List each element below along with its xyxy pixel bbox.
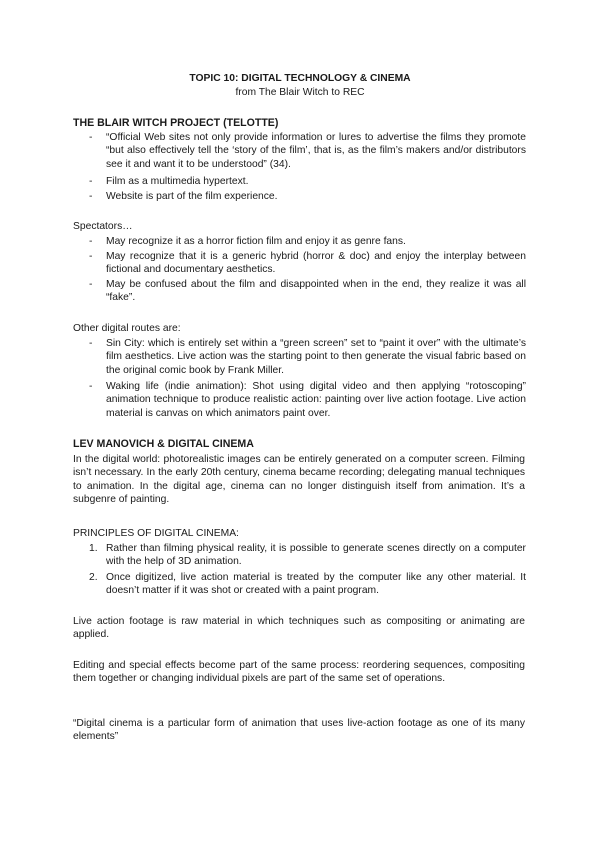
editing-paragraph: Editing and special effects become part of the same process: reordering sequences, compositing them together or changing individual pixels are part of the same set of operations.: [73, 660, 525, 685]
list-item: Rather than filming physical reality, it is possible to generate scenes directly on a computer with the help of 3D animation.: [106, 543, 526, 568]
spectators-intro: Spectators…: [73, 221, 133, 232]
bullet-marker: -: [89, 251, 93, 262]
bullet-marker: -: [89, 338, 93, 349]
manovich-paragraph: In the digital world: photorealistic images can be entirely generated on a computer screen. Filming isn’t necessary. In the early 20th century, cinema became recording; delegating manual techniques to animation. In the digital age, cinema can no longer distinguish itself from animation. It’s a subgenre of painting.: [73, 454, 525, 505]
list-item: May recognize that it is a generic hybrid (horror & doc) and enjoy the interplay between fictional and documentary aesthetics.: [106, 251, 526, 276]
bullet-marker: -: [89, 132, 93, 143]
list-item: May be confused about the film and disappointed when in the end, they realize it was all “fake”.: [106, 279, 526, 304]
section-heading-blair-witch: THE BLAIR WITCH PROJECT (TELOTTE): [73, 117, 279, 129]
footage-paragraph: Live action footage is raw material in which techniques such as compositing or animating are applied.: [73, 616, 525, 641]
list-item: Website is part of the film experience.: [106, 191, 278, 202]
list-item: Film as a multimedia hypertext.: [106, 176, 249, 187]
routes-intro: Other digital routes are:: [73, 323, 181, 334]
bullet-marker: -: [89, 381, 93, 392]
list-item: Sin City: which is entirely set within a “green screen” set to “paint it over” with the ultimate’s film aesthetics. Live action was the starting point to then generate the visual fabric based on the original comic book by Frank Miller.: [106, 338, 526, 376]
list-item: Once digitized, live action material is treated by the computer like any other material. It doesn’t matter if it was shot or created with a paint program.: [106, 572, 526, 597]
list-item: “Official Web sites not only provide information or lures to advertise the films they promote “but also effectively tell the ‘story of the film’, that is, as the film’s makers and/or distributors see it and want it to be understood” (34).: [106, 132, 526, 170]
bullet-marker: -: [89, 176, 93, 187]
list-number: 2.: [89, 572, 98, 583]
list-number: 1.: [89, 543, 98, 554]
list-item: Waking life (indie animation): Shot using digital video and then applying “rotoscoping” animation technique to produce realistic action: painting over live action footage. Live action material is canvas on which animators paint over.: [106, 381, 526, 419]
bullet-marker: -: [89, 191, 93, 202]
bullet-marker: -: [89, 236, 93, 247]
document-title: TOPIC 10: DIGITAL TECHNOLOGY & CINEMA: [189, 73, 411, 84]
document-subtitle: from The Blair Witch to REC: [235, 87, 365, 98]
list-item: May recognize it as a horror fiction film and enjoy it as genre fans.: [106, 236, 406, 247]
section-heading-manovich: LEV MANOVICH & DIGITAL CINEMA: [73, 438, 254, 450]
principles-heading: PRINCIPLES OF DIGITAL CINEMA:: [73, 528, 239, 539]
closing-quote: “Digital cinema is a particular form of animation that uses live-action footage as one of its many elements”: [73, 718, 525, 743]
bullet-marker: -: [89, 279, 93, 290]
